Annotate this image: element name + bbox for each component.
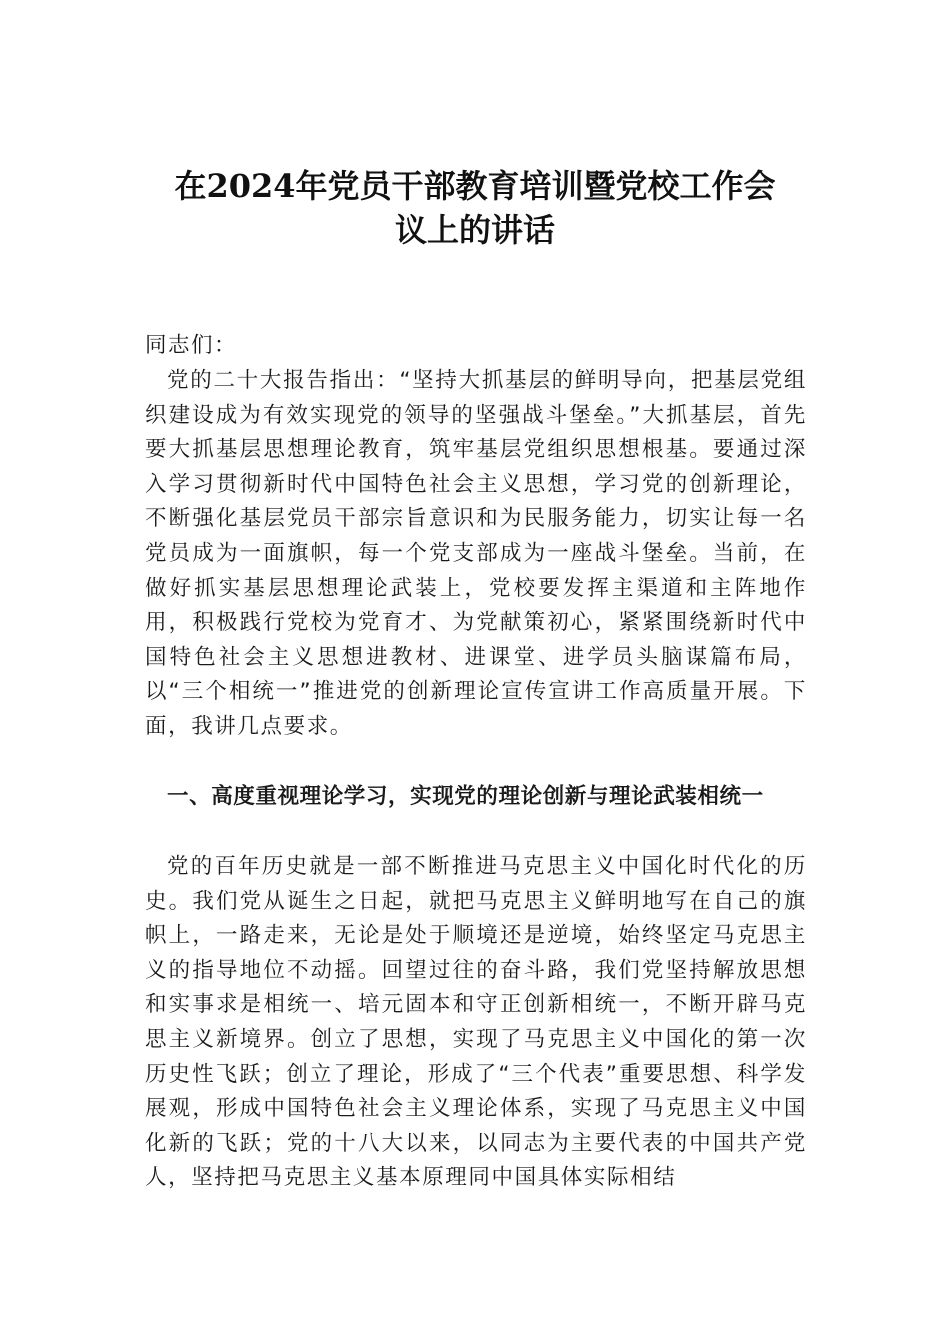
- body-paragraph-1: 党的二十大报告指出：“坚持大抓基层的鲜明导向，把基层党组织建设成为有效实现党的领导的坚强战斗堡垒。”大抓基层，首先要大抓基层思想理论教育，筑牢基层党组织思想根基。要通过深入学习贯彻新时代中国特色社会主义思想，学习党的创新理论，不断强化基层党员干部宗旨意识和为民服务能力，切实让每一名党员成为一面旗帜，每一个党支部成为一座战斗堡垒。当前，在做好抓实基层思想理论武装上，党校要发挥主渠道和主阵地作用，积极践行党校为党育才、为党献策初心，紧紧围绕新时代中国特色社会主义思想进教材、进课堂、进学员头脑谋篇布局，以“三个相统一”推进党的创新理论宣传宣讲工作高质量开展。下面，我讲几点要求。: [145, 368, 807, 739]
- body-paragraph-2: 党的百年历史就是一部不断推进马克思主义中国化时代化的历史。我们党从诞生之日起，就把马克思主义鲜明地写在自己的旗帜上，一路走来，无论是处于顺境还是逆境，始终坚定马克思主义的指导地位不动摇。回望过往的奋斗路，我们党坚持解放思想和实事求是相统一、培元固本和守正创新相统一，不断开辟马克思主义新境界。创立了思想，实现了马克思主义中国化的第一次历史性飞跃；创立了理论，形成了“三个代表”重要思想、科学发展观，形成中国特色社会主义理论体系，实现了马克思主义中国化新的飞跃；党的十八大以来，以同志为主要代表的中国共产党人，坚持把马克思主义基本原理同中国具体实际相结: [145, 854, 807, 1191]
- salutation: 同志们：: [145, 333, 238, 358]
- section-heading-1: 一、高度重视理论学习，实现党的理论创新与理论武装相统一: [167, 784, 764, 809]
- document-title-line-2: 议上的讲话: [394, 211, 555, 249]
- document-title-line-1: 在2024年党员干部教育培训暨党校工作会: [174, 167, 776, 205]
